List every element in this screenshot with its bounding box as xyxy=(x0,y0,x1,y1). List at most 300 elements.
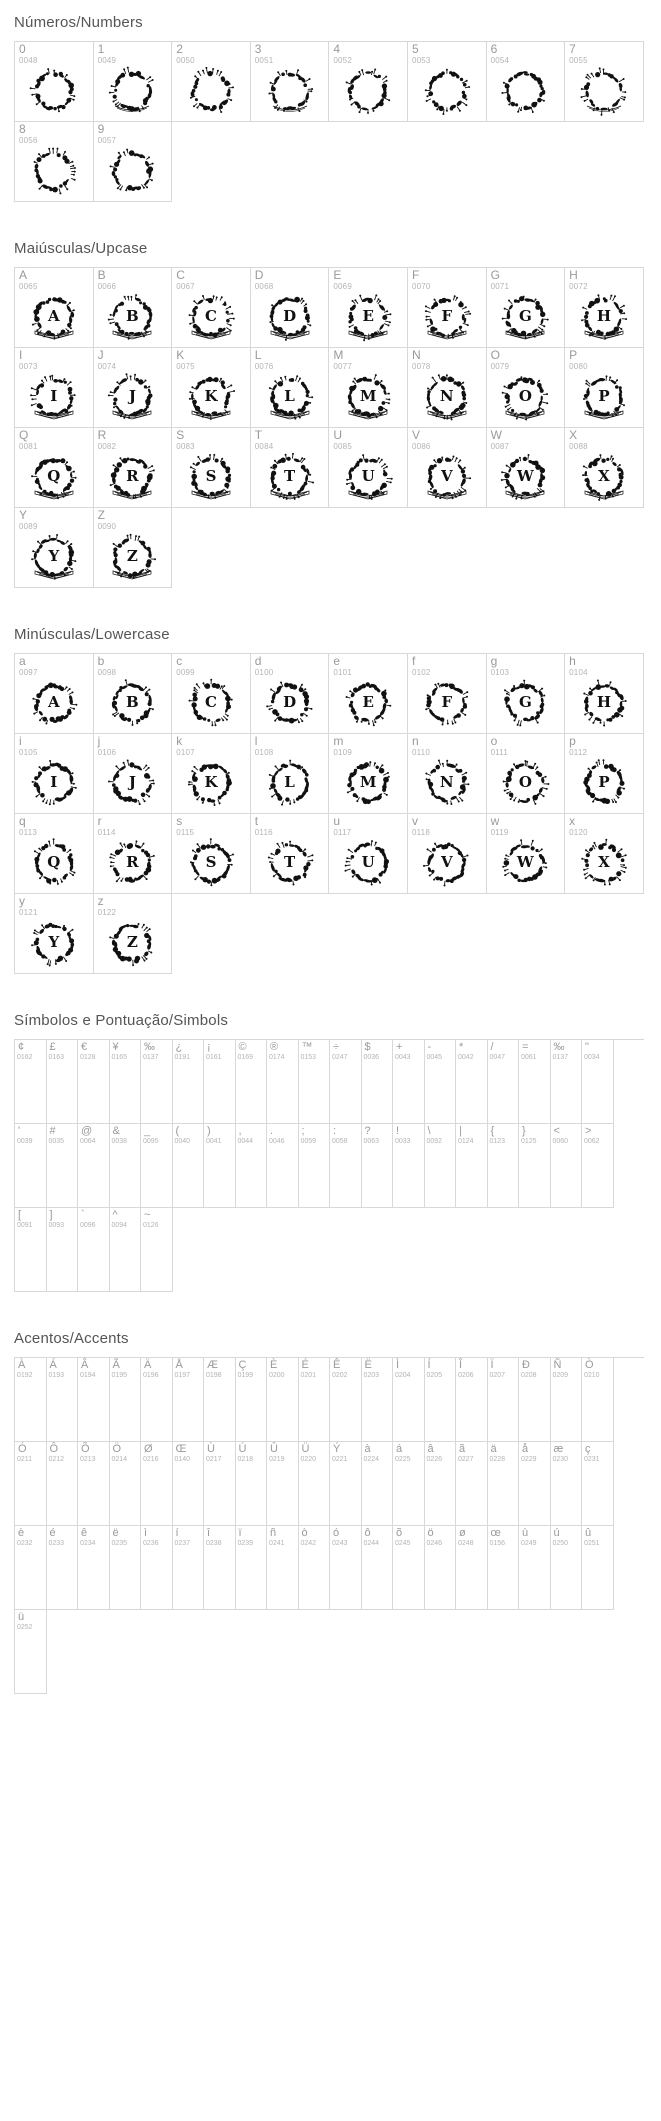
glyph-code: 0201 xyxy=(300,1372,317,1379)
glyph-preview xyxy=(15,1378,46,1438)
glyph-cell[interactable] xyxy=(251,348,330,428)
glyph-cell[interactable] xyxy=(267,1124,299,1208)
glyph-cell[interactable] xyxy=(15,1040,47,1124)
glyph-character: Õ xyxy=(81,1443,90,1455)
glyph-cell[interactable] xyxy=(78,1442,110,1526)
glyph-cell[interactable] xyxy=(362,1526,394,1610)
glyph-cell[interactable] xyxy=(173,1526,205,1610)
glyph-code: 0123 xyxy=(489,1138,506,1145)
glyph-cell[interactable] xyxy=(15,1208,47,1292)
glyph-code: 0218 xyxy=(237,1456,254,1463)
glyph-preview xyxy=(299,1546,330,1606)
glyph-cell[interactable] xyxy=(329,814,408,894)
glyph-cell[interactable] xyxy=(15,428,94,508)
glyph-cell[interactable] xyxy=(330,1040,362,1124)
glyph-cell[interactable] xyxy=(329,734,408,814)
glyph-character: i xyxy=(19,734,22,748)
glyph-cell[interactable] xyxy=(173,1358,205,1442)
glyph-cell[interactable] xyxy=(488,1358,520,1442)
glyph-cell[interactable] xyxy=(551,1124,583,1208)
glyph-cell[interactable] xyxy=(299,1124,331,1208)
wreath-letter: W xyxy=(516,853,534,871)
glyph-preview xyxy=(565,450,643,504)
glyph-cell[interactable] xyxy=(15,1526,47,1610)
glyph-cell[interactable] xyxy=(94,268,173,348)
glyph-preview xyxy=(15,144,93,198)
glyph-character: { xyxy=(490,1125,495,1137)
glyph-cell[interactable] xyxy=(141,1358,173,1442)
glyph-cell[interactable] xyxy=(15,1124,47,1208)
glyph-cell[interactable] xyxy=(110,1526,142,1610)
glyph-cell[interactable] xyxy=(204,1358,236,1442)
glyph-preview xyxy=(408,450,486,504)
glyph-cell[interactable] xyxy=(519,1526,551,1610)
glyph-code: 0248 xyxy=(458,1540,474,1547)
glyph-cell[interactable] xyxy=(172,348,251,428)
glyph-cell[interactable] xyxy=(551,1358,583,1442)
glyph-preview xyxy=(487,290,565,344)
glyph-cell[interactable] xyxy=(565,428,644,508)
glyph-code: 0118 xyxy=(411,828,430,837)
glyph-cell[interactable] xyxy=(487,654,566,734)
glyph-preview xyxy=(330,1060,361,1120)
glyph-cell[interactable] xyxy=(299,1358,331,1442)
glyph-cell[interactable] xyxy=(582,1442,614,1526)
glyph-character: - xyxy=(427,1041,432,1053)
wreath-letter: Z xyxy=(126,547,138,565)
glyph-character: é xyxy=(49,1527,56,1539)
glyph-character: ê xyxy=(81,1527,88,1539)
glyph-character: , xyxy=(238,1125,242,1137)
glyph-cell[interactable] xyxy=(94,428,173,508)
glyph-cell[interactable] xyxy=(329,428,408,508)
glyph-cell[interactable] xyxy=(172,268,251,348)
wreath-icon xyxy=(106,531,158,583)
glyph-cell[interactable] xyxy=(551,1526,583,1610)
glyph-character: $ xyxy=(364,1041,371,1053)
glyph-cell[interactable] xyxy=(141,1124,173,1208)
glyph-character: ™ xyxy=(301,1041,313,1053)
glyph-preview xyxy=(393,1060,424,1120)
glyph-cell[interactable] xyxy=(15,1358,47,1442)
glyph-cell[interactable] xyxy=(251,42,330,122)
glyph-character: N xyxy=(411,348,421,362)
glyph-cell[interactable] xyxy=(94,814,173,894)
glyph-cell[interactable] xyxy=(236,1526,268,1610)
glyph-cell[interactable] xyxy=(362,1040,394,1124)
wreath-letter: G xyxy=(518,693,532,711)
glyph-preview xyxy=(94,144,172,198)
glyph-cell[interactable] xyxy=(47,1208,79,1292)
glyph-cell[interactable] xyxy=(267,1358,299,1442)
glyph-cell[interactable] xyxy=(487,814,566,894)
glyph-cell[interactable] xyxy=(172,814,251,894)
glyph-code: 0199 xyxy=(237,1372,254,1379)
glyph-cell[interactable] xyxy=(251,814,330,894)
glyph-code: 0057 xyxy=(97,136,117,145)
glyph-cell[interactable] xyxy=(110,1040,142,1124)
glyph-cell[interactable] xyxy=(173,1040,205,1124)
wreath-letter: D xyxy=(283,693,297,711)
glyph-code: 0093 xyxy=(48,1222,65,1229)
wreath-letter: E xyxy=(362,693,374,711)
glyph-cell[interactable] xyxy=(565,734,644,814)
glyph-grid xyxy=(14,267,644,588)
glyph-cell[interactable] xyxy=(78,1358,110,1442)
glyph-cell[interactable] xyxy=(408,814,487,894)
glyph-cell[interactable] xyxy=(330,1526,362,1610)
glyph-cell[interactable] xyxy=(456,1442,488,1526)
glyph-character: ú xyxy=(553,1527,560,1539)
glyph-character: Ú xyxy=(238,1443,247,1455)
glyph-cell[interactable] xyxy=(393,1442,425,1526)
wreath-letter: H xyxy=(596,307,612,325)
glyph-character: + xyxy=(396,1041,403,1053)
wreath-letter: J xyxy=(128,773,136,791)
glyph-code: 0116 xyxy=(254,828,273,837)
glyph-cell[interactable] xyxy=(487,42,566,122)
section-title: Maiúsculas/Upcase xyxy=(14,240,148,257)
glyph-cell[interactable] xyxy=(330,1124,362,1208)
glyph-cell[interactable] xyxy=(173,1124,205,1208)
wreath-letter: W xyxy=(516,467,534,485)
glyph-preview xyxy=(582,1378,613,1438)
glyph-cell[interactable] xyxy=(94,734,173,814)
glyph-cell[interactable] xyxy=(487,734,566,814)
glyph-cell[interactable] xyxy=(488,1124,520,1208)
glyph-character: m xyxy=(333,734,344,748)
glyph-preview xyxy=(456,1060,487,1120)
glyph-code: 0232 xyxy=(17,1540,33,1547)
glyph-cell[interactable] xyxy=(94,122,173,202)
glyph-cell[interactable] xyxy=(78,1526,110,1610)
glyph-preview xyxy=(78,1462,109,1522)
glyph-cell[interactable] xyxy=(299,1040,331,1124)
glyph-code: 0107 xyxy=(176,748,195,757)
glyph-cell[interactable] xyxy=(15,268,94,348)
glyph-cell[interactable] xyxy=(519,1442,551,1526)
glyph-cell[interactable] xyxy=(565,654,644,734)
glyph-code: 0054 xyxy=(490,56,510,65)
glyph-preview xyxy=(408,756,486,810)
glyph-cell[interactable] xyxy=(204,1040,236,1124)
glyph-character: a xyxy=(19,654,26,668)
glyph-cell[interactable] xyxy=(519,1040,551,1124)
glyph-character: R xyxy=(97,428,107,442)
glyph-cell[interactable] xyxy=(15,348,94,428)
glyph-cell[interactable] xyxy=(141,1040,173,1124)
glyph-code: 0221 xyxy=(332,1456,348,1463)
glyph-code: 0068 xyxy=(254,282,274,291)
glyph-cell[interactable] xyxy=(393,1040,425,1124)
glyph-cell[interactable] xyxy=(110,1442,142,1526)
glyph-code: 0233 xyxy=(48,1540,65,1547)
glyph-cell[interactable] xyxy=(141,1208,173,1292)
glyph-cell[interactable] xyxy=(251,654,330,734)
glyph-preview xyxy=(15,1630,46,1690)
glyph-cell[interactable] xyxy=(15,122,94,202)
glyph-character: < xyxy=(553,1125,560,1137)
glyph-cell[interactable] xyxy=(172,734,251,814)
glyph-cell[interactable] xyxy=(251,734,330,814)
glyph-cell[interactable] xyxy=(329,348,408,428)
glyph-cell[interactable] xyxy=(299,1442,331,1526)
glyph-cell[interactable] xyxy=(456,1040,488,1124)
glyph-cell[interactable] xyxy=(408,268,487,348)
glyph-cell[interactable] xyxy=(251,268,330,348)
wreath-letter: K xyxy=(204,387,218,405)
glyph-cell[interactable] xyxy=(456,1358,488,1442)
glyph-cell[interactable] xyxy=(110,1208,142,1292)
glyph-cell[interactable] xyxy=(78,1040,110,1124)
glyph-cell[interactable] xyxy=(488,1442,520,1526)
glyph-cell[interactable] xyxy=(78,1124,110,1208)
glyph-cell[interactable] xyxy=(236,1040,268,1124)
wreath-letter: M xyxy=(359,773,377,791)
glyph-code: 0140 xyxy=(174,1456,191,1463)
glyph-code: 0125 xyxy=(521,1138,537,1145)
glyph-cell[interactable] xyxy=(329,42,408,122)
glyph-cell[interactable] xyxy=(204,1526,236,1610)
glyph-cell[interactable] xyxy=(251,428,330,508)
section-title: Acentos/Accents xyxy=(14,1330,129,1347)
glyph-code: 0230 xyxy=(552,1456,569,1463)
glyph-cell[interactable] xyxy=(488,1040,520,1124)
glyph-preview xyxy=(408,290,486,344)
glyph-cell[interactable] xyxy=(393,1358,425,1442)
glyph-code: 0043 xyxy=(395,1054,411,1061)
glyph-code: 0073 xyxy=(19,362,38,371)
glyph-cell[interactable] xyxy=(551,1442,583,1526)
glyph-cell[interactable] xyxy=(47,1358,79,1442)
wreath-icon xyxy=(421,371,473,423)
glyph-code: 0153 xyxy=(300,1054,317,1061)
glyph-cell[interactable] xyxy=(408,734,487,814)
glyph-cell[interactable] xyxy=(94,508,173,588)
wreath-icon xyxy=(578,451,630,503)
glyph-preview xyxy=(425,1546,456,1606)
wreath-letter: U xyxy=(361,467,375,485)
wreath-icon xyxy=(264,677,316,729)
glyph-preview xyxy=(329,290,407,344)
glyph-preview xyxy=(251,676,329,730)
glyph-character: u xyxy=(333,814,341,828)
glyph-cell[interactable] xyxy=(15,1442,47,1526)
wreath-icon xyxy=(106,757,158,809)
glyph-cell[interactable] xyxy=(15,654,94,734)
glyph-cell[interactable] xyxy=(15,734,94,814)
glyph-cell[interactable] xyxy=(408,348,487,428)
glyph-code: 0231 xyxy=(584,1456,600,1463)
glyph-code: 0205 xyxy=(426,1372,443,1379)
glyph-preview xyxy=(47,1060,78,1120)
glyph-cell[interactable] xyxy=(110,1358,142,1442)
glyph-character: ‰ xyxy=(553,1041,565,1053)
glyph-character: 9 xyxy=(97,122,105,136)
glyph-cell[interactable] xyxy=(408,654,487,734)
glyph-cell[interactable] xyxy=(565,268,644,348)
glyph-character: _ xyxy=(144,1125,151,1137)
glyph-cell[interactable] xyxy=(172,42,251,122)
glyph-character: M xyxy=(333,348,344,362)
wreath-letter: N xyxy=(439,387,454,405)
glyph-code: 0045 xyxy=(426,1054,443,1061)
glyph-cell[interactable] xyxy=(47,1442,79,1526)
glyph-cell[interactable] xyxy=(456,1526,488,1610)
glyph-character: 1 xyxy=(97,42,105,56)
glyph-preview xyxy=(141,1378,172,1438)
glyph-code: 0066 xyxy=(97,282,117,291)
glyph-character: œ xyxy=(490,1527,501,1539)
glyph-cell[interactable] xyxy=(551,1040,583,1124)
glyph-cell[interactable] xyxy=(329,654,408,734)
glyph-preview xyxy=(393,1378,424,1438)
glyph-cell[interactable] xyxy=(267,1040,299,1124)
glyph-cell[interactable] xyxy=(15,1610,47,1694)
glyph-preview xyxy=(330,1144,361,1204)
glyph-cell[interactable] xyxy=(565,348,644,428)
glyph-cell[interactable] xyxy=(204,1124,236,1208)
glyph-preview xyxy=(172,450,250,504)
glyph-cell[interactable] xyxy=(299,1526,331,1610)
wreath-icon xyxy=(106,371,158,423)
glyph-cell[interactable] xyxy=(487,428,566,508)
glyph-preview xyxy=(551,1144,582,1204)
glyph-character: j xyxy=(97,734,101,748)
wreath-letter: X xyxy=(598,853,610,871)
glyph-code: 0097 xyxy=(19,668,38,677)
glyph-cell[interactable] xyxy=(456,1124,488,1208)
glyph-preview xyxy=(15,676,93,730)
glyph-cell[interactable] xyxy=(425,1358,457,1442)
glyph-character: [ xyxy=(18,1209,22,1221)
wreath-icon xyxy=(342,451,394,503)
glyph-cell[interactable] xyxy=(15,42,94,122)
glyph-cell[interactable] xyxy=(488,1526,520,1610)
wreath-letter: J xyxy=(128,387,136,405)
glyph-code: 0227 xyxy=(458,1456,474,1463)
glyph-cell[interactable] xyxy=(408,428,487,508)
glyph-cell[interactable] xyxy=(519,1124,551,1208)
glyph-cell[interactable] xyxy=(582,1358,614,1442)
glyph-cell[interactable] xyxy=(94,654,173,734)
glyph-code: 0202 xyxy=(332,1372,348,1379)
glyph-cell[interactable] xyxy=(362,1358,394,1442)
glyph-cell[interactable] xyxy=(267,1526,299,1610)
glyph-character: ` xyxy=(81,1209,85,1221)
glyph-cell[interactable] xyxy=(565,814,644,894)
glyph-cell[interactable] xyxy=(582,1124,614,1208)
glyph-code: 0246 xyxy=(426,1540,443,1547)
glyph-cell[interactable] xyxy=(172,654,251,734)
wreath-icon xyxy=(28,837,80,889)
section-title: Símbolos e Pontuação/Simbols xyxy=(14,1012,229,1029)
glyph-cell[interactable] xyxy=(408,42,487,122)
glyph-cell[interactable] xyxy=(141,1442,173,1526)
glyph-cell[interactable] xyxy=(172,428,251,508)
glyph-code: 0096 xyxy=(80,1222,96,1229)
glyph-cell[interactable] xyxy=(425,1040,457,1124)
glyph-preview xyxy=(488,1060,519,1120)
glyph-code: 0105 xyxy=(19,748,38,757)
glyph-cell[interactable] xyxy=(330,1358,362,1442)
glyph-preview xyxy=(110,1060,141,1120)
glyph-cell[interactable] xyxy=(47,1040,79,1124)
glyph-preview xyxy=(47,1144,78,1204)
glyph-cell[interactable] xyxy=(141,1526,173,1610)
glyph-cell[interactable] xyxy=(78,1208,110,1292)
glyph-cell[interactable] xyxy=(565,42,644,122)
glyph-character: ‰ xyxy=(144,1041,155,1053)
glyph-code: 0060 xyxy=(552,1138,569,1145)
wreath-letter: R xyxy=(126,467,139,485)
glyph-code: 0065 xyxy=(19,282,38,291)
glyph-cell[interactable] xyxy=(329,268,408,348)
glyph-code: 0251 xyxy=(584,1540,600,1547)
glyph-character: # xyxy=(49,1125,56,1137)
glyph-preview xyxy=(393,1144,424,1204)
glyph-cell[interactable] xyxy=(330,1442,362,1526)
glyph-preview xyxy=(582,1144,613,1204)
glyph-cell[interactable] xyxy=(110,1124,142,1208)
glyph-character: Q xyxy=(19,428,29,442)
glyph-cell[interactable] xyxy=(519,1358,551,1442)
glyph-cell[interactable] xyxy=(15,814,94,894)
glyph-code: 0080 xyxy=(569,362,588,371)
glyph-cell[interactable] xyxy=(173,1442,205,1526)
glyph-code: 0195 xyxy=(111,1372,128,1379)
glyph-preview xyxy=(551,1060,582,1120)
glyph-preview xyxy=(329,64,407,118)
glyph-preview xyxy=(251,836,329,890)
glyph-cell[interactable] xyxy=(47,1526,79,1610)
glyph-preview xyxy=(299,1378,330,1438)
glyph-preview xyxy=(267,1144,298,1204)
glyph-cell[interactable] xyxy=(487,268,566,348)
glyph-cell[interactable] xyxy=(425,1442,457,1526)
glyph-character: d xyxy=(254,654,262,668)
glyph-character: Y xyxy=(19,508,28,522)
glyph-cell[interactable] xyxy=(94,42,173,122)
glyph-cell[interactable] xyxy=(487,348,566,428)
glyph-cell[interactable] xyxy=(267,1442,299,1526)
glyph-cell[interactable] xyxy=(94,348,173,428)
glyph-code: 0213 xyxy=(80,1456,96,1463)
glyph-cell[interactable] xyxy=(236,1358,268,1442)
glyph-cell[interactable] xyxy=(393,1124,425,1208)
glyph-cell[interactable] xyxy=(236,1124,268,1208)
glyph-cell[interactable] xyxy=(236,1442,268,1526)
glyph-preview xyxy=(487,836,565,890)
glyph-cell[interactable] xyxy=(582,1040,614,1124)
wreath-icon xyxy=(342,837,394,889)
glyph-cell[interactable] xyxy=(94,894,173,974)
glyph-cell[interactable] xyxy=(15,508,94,588)
wreath-icon xyxy=(578,291,630,343)
glyph-cell[interactable] xyxy=(425,1526,457,1610)
glyph-cell[interactable] xyxy=(393,1526,425,1610)
glyph-cell[interactable] xyxy=(582,1526,614,1610)
wreath-letter: I xyxy=(50,773,58,791)
glyph-cell[interactable] xyxy=(204,1442,236,1526)
glyph-cell[interactable] xyxy=(15,894,94,974)
glyph-cell[interactable] xyxy=(47,1124,79,1208)
glyph-character: p xyxy=(569,734,576,748)
glyph-cell[interactable] xyxy=(425,1124,457,1208)
glyph-cell[interactable] xyxy=(362,1124,394,1208)
glyph-cell[interactable] xyxy=(362,1442,394,1526)
glyph-preview xyxy=(362,1060,393,1120)
